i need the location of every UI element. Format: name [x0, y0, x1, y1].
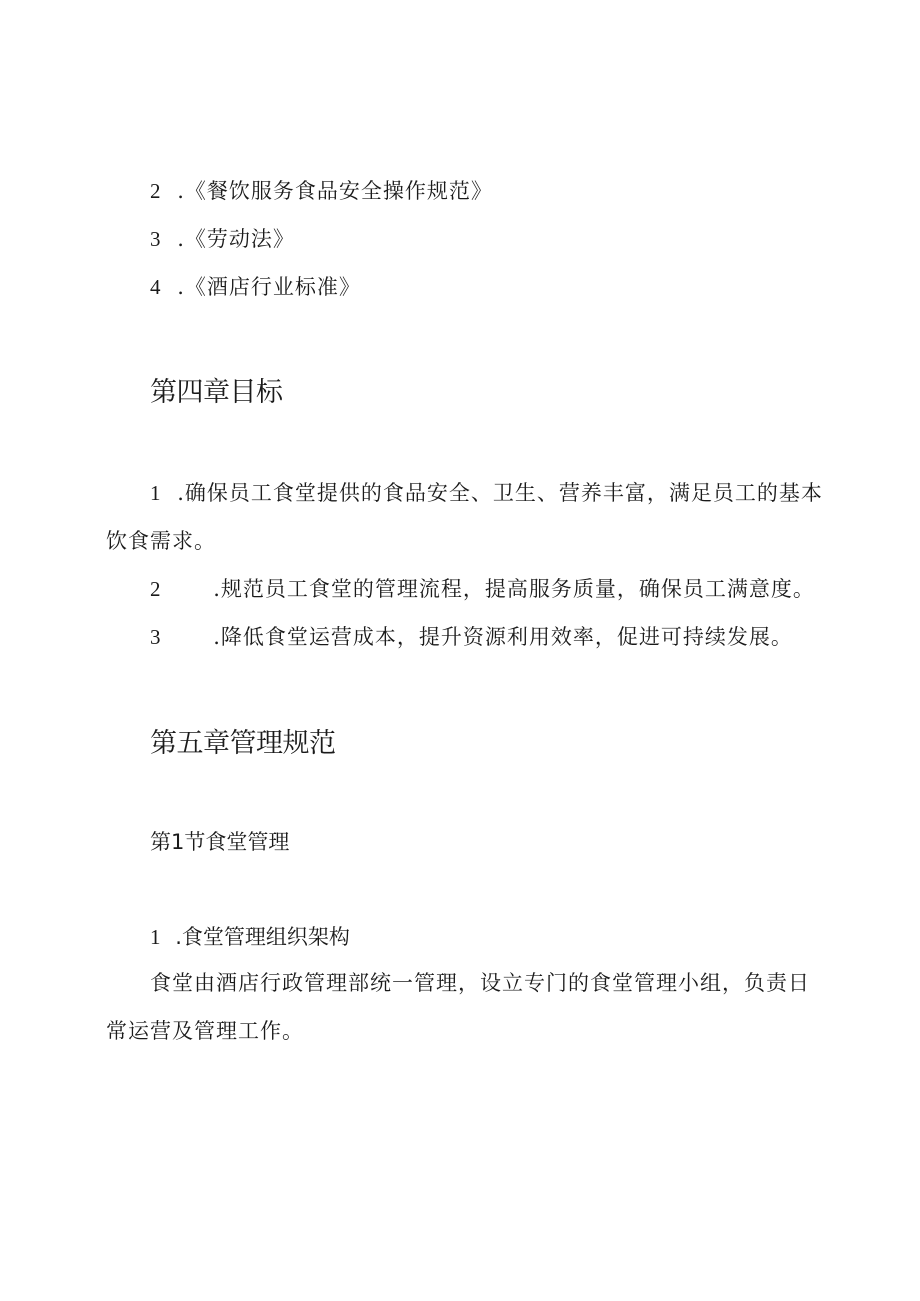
reference-item	[150, 224, 295, 254]
goal-item-2	[150, 574, 815, 604]
reference-number: 2	[150, 179, 162, 203]
goal-text-line1: .确保员工食堂提供的食品安全、卫生、营养丰富，满足员工的基本	[177, 481, 823, 505]
reference-item	[150, 176, 493, 206]
reference-number: 3	[150, 227, 162, 251]
goal-number: 1	[150, 481, 162, 505]
goal-number: 2	[150, 577, 162, 601]
goal-text: .降低食堂运营成本，提升资源利用效率，促进可持续发展。	[213, 625, 793, 649]
section1-item1	[150, 922, 350, 952]
section1-paragraph-line2: 常运营及管理工作。	[106, 1019, 304, 1043]
section-item-number: 1	[150, 925, 161, 949]
chapter5-title: 第五章管理规范	[150, 728, 336, 759]
reference-number: 4	[150, 275, 162, 299]
reference-text: .《餐饮服务食品安全操作规范》	[177, 179, 493, 203]
section1-title: 第1节食堂管理	[150, 830, 290, 854]
goal-item-1-continuation: 饮食需求。	[106, 529, 216, 553]
goal-number: 3	[150, 625, 162, 649]
reference-item	[150, 272, 361, 302]
section-item-title: .食堂管理组织架构	[175, 925, 350, 949]
goal-item-1	[150, 478, 823, 508]
reference-text: .《劳动法》	[177, 227, 295, 251]
section1-paragraph-line1: 食堂由酒店行政管理部统一管理，设立专门的食堂管理小组，负责日	[150, 971, 810, 995]
goal-item-3	[150, 622, 793, 652]
goal-text: .规范员工食堂的管理流程，提高服务质量，确保员工满意度。	[213, 577, 815, 601]
chapter4-title: 第四章目标	[150, 377, 283, 408]
reference-text: .《酒店行业标准》	[177, 275, 361, 299]
